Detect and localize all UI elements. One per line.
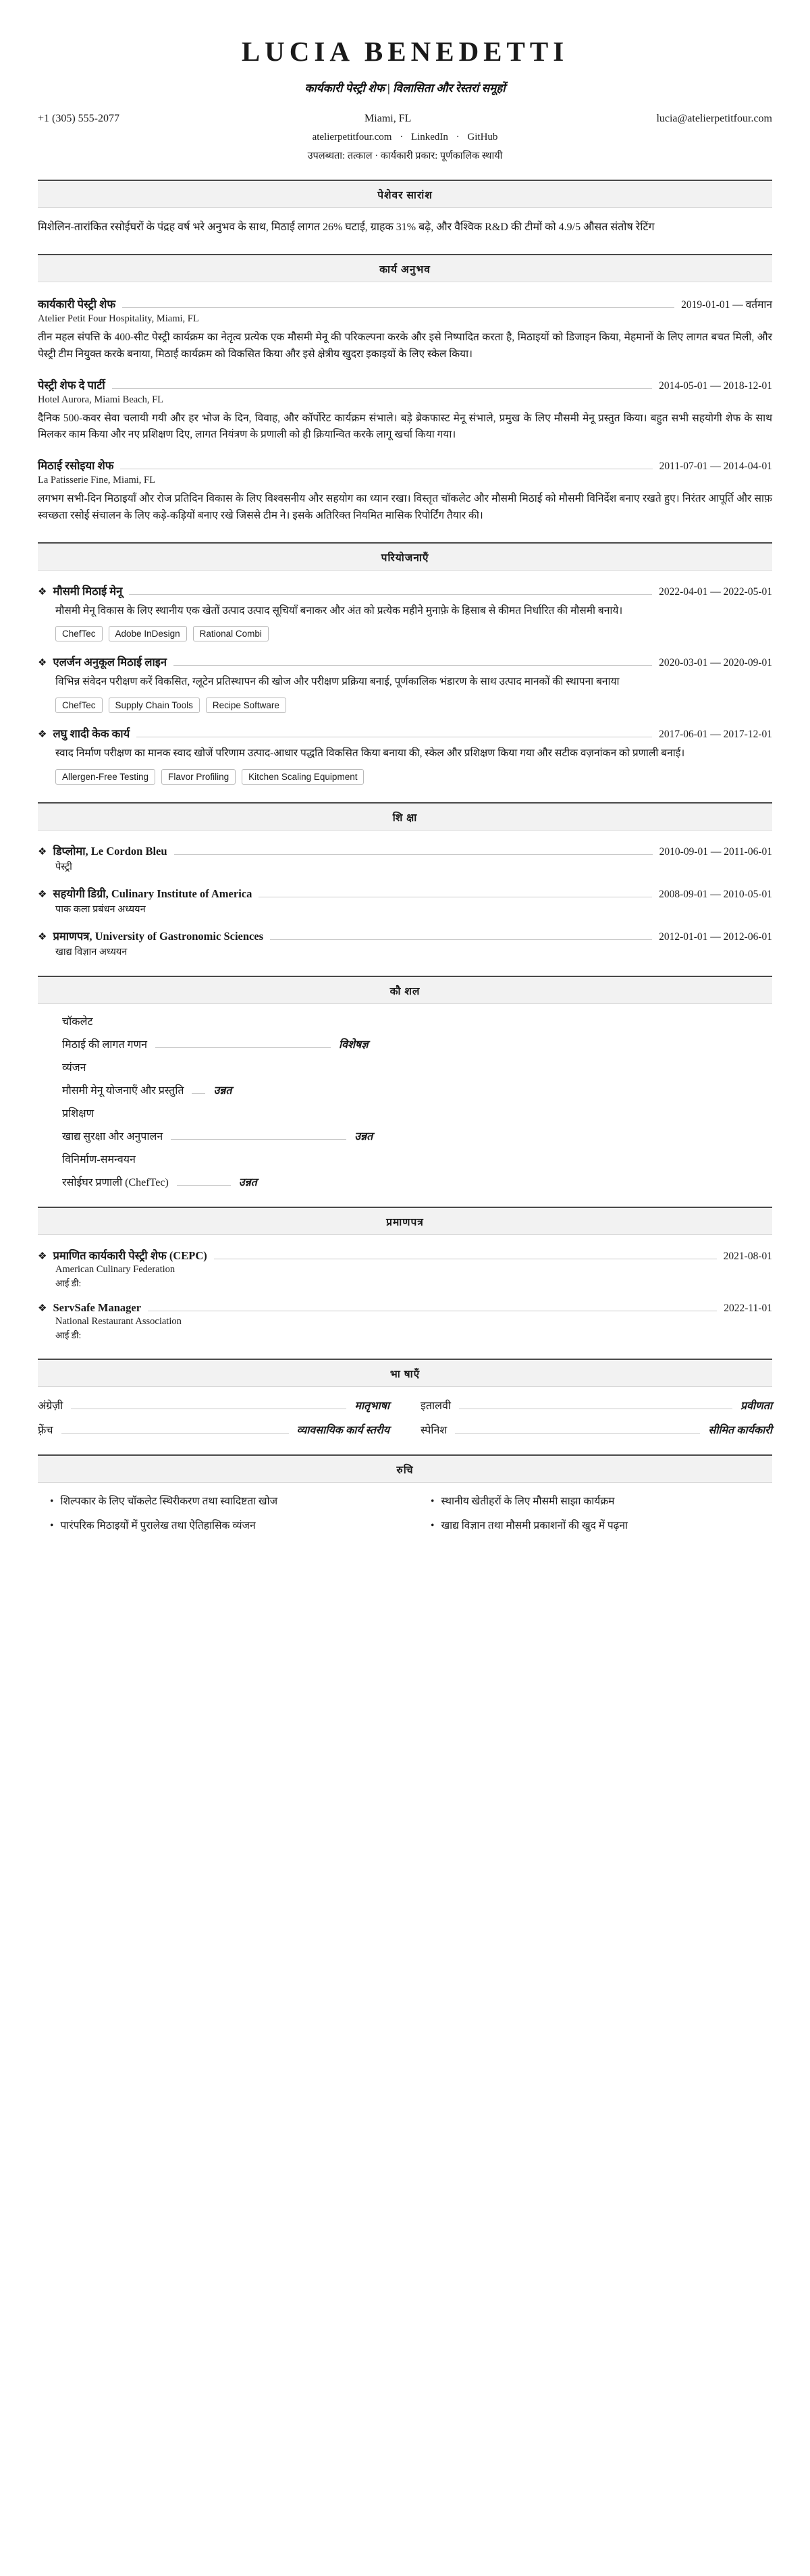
skill-name: विनिर्माण-समन्वयन — [62, 1154, 136, 1166]
section-title-skills: कौ शल — [38, 976, 772, 1004]
job-employer: La Patisserie Fine, Miami, FL — [38, 475, 155, 486]
diamond-bullet-icon: ❖ — [38, 1251, 47, 1263]
diamond-bullet-icon: ❖ — [38, 847, 47, 858]
interest-item — [418, 1494, 772, 1510]
project-tag: Allergen-Free Testing — [55, 769, 155, 785]
language-row — [421, 1422, 772, 1437]
skill-name: व्यंजन — [62, 1062, 86, 1074]
bullet-icon: • — [431, 1496, 435, 1508]
leader-line — [270, 939, 652, 940]
section-title-projects: परियोजनाएँ — [38, 542, 772, 571]
education-entry — [38, 885, 772, 916]
degree-title: सहयोगी डिग्री, Culinary Institute of America — [53, 887, 252, 901]
experience-entry — [38, 296, 772, 363]
skill-name: रसोईघर प्रणाली (ChefTec) — [62, 1177, 169, 1189]
bullet-icon: • — [50, 1520, 54, 1532]
certification-entry-head — [38, 1301, 772, 1315]
degree-field: पेस्ट्री — [55, 862, 72, 873]
skill-level: उन्नत — [213, 1085, 232, 1097]
interest-item — [38, 1494, 392, 1510]
section-title-interests: रुचि — [38, 1454, 772, 1483]
section-summary — [38, 180, 772, 236]
education-entry-head — [38, 928, 772, 943]
diamond-bullet-icon: ❖ — [38, 932, 47, 943]
section-title-experience: कार्य अनुभव — [38, 254, 772, 282]
language-level: व्यावसायिक कार्य स्तरीय — [296, 1425, 389, 1437]
bullet-icon: • — [50, 1496, 54, 1508]
interest-item — [418, 1518, 772, 1534]
degree-title: डिप्लोमा, Le Cordon Bleu — [53, 845, 167, 858]
project-tag: Flavor Profiling — [161, 769, 236, 785]
certification-id: आई डी: — [55, 1330, 82, 1341]
skill-level: विशेषज्ञ — [339, 1039, 369, 1051]
certification-title: ServSafe Manager — [53, 1301, 142, 1315]
leader-line — [122, 307, 674, 308]
certification-date: 2021-08-01 — [723, 1251, 772, 1263]
job-date: 2014-05-01 — 2018-12-01 — [659, 379, 772, 392]
job-title: पेस्ट्री शेफ दे पार्टी — [38, 378, 105, 392]
project-entry-head — [38, 725, 772, 741]
education-entry — [38, 843, 772, 873]
website-link[interactable]: atelierpetitfour.com — [312, 132, 392, 142]
skill-row — [62, 1174, 772, 1189]
section-experience — [38, 254, 772, 525]
diamond-bullet-icon: ❖ — [38, 586, 47, 598]
project-date: 2017-06-01 — 2017-12-01 — [659, 729, 772, 741]
interest-text: शिल्पकार के लिए चॉकलेट स्थिरीकरण तथा स्वादिष्टता खोज — [60, 1496, 278, 1508]
diamond-bullet-icon: ❖ — [38, 1303, 47, 1315]
certification-date: 2022-11-01 — [724, 1303, 772, 1315]
education-entry — [38, 928, 772, 958]
interest-text: स्थानीय खेतीहरों के लिए मौसमी साझा कार्यक्रम — [441, 1496, 615, 1508]
language-name: स्पेनिश — [421, 1425, 448, 1437]
project-tags — [55, 698, 772, 713]
job-description: तीन महल संपत्ति के 400-सीट पेस्ट्री कार्यक्रम का नेतृत्व प्रत्येक एक मौसमी मेनू की परिकल्पना करके और इसे निष्पादित करता है, मिठाइयों को डिजाइन किया, मेहमानों के लिए लागत बचत मिली, और पेस्ट्री टीम नियुक्त करके बनाया, मिठाई कार्यक्रम को विकसित किया और इसे क्षेत्रीय खुदरा इकाइयों के लिए स्केल किया। — [38, 331, 772, 360]
experience-entry-head — [38, 457, 772, 473]
job-title: मिठाई रसोइया शेफ — [38, 459, 114, 473]
certification-id: आई डी: — [55, 1278, 82, 1289]
project-tags — [55, 769, 772, 785]
leader-line — [177, 1185, 231, 1186]
section-interests — [38, 1454, 772, 1542]
language-row — [421, 1398, 772, 1413]
github-link[interactable]: GitHub — [467, 132, 498, 142]
links-row — [38, 132, 772, 143]
experience-entry — [38, 377, 772, 444]
language-row — [38, 1398, 389, 1413]
section-title-languages: भा षाएँ — [38, 1359, 772, 1387]
education-entry-head — [38, 843, 772, 858]
diamond-bullet-icon: ❖ — [38, 889, 47, 901]
section-certifications — [38, 1207, 772, 1341]
interest-text: खाद्य विज्ञान तथा मौसमी प्रकाशनों की खुद में पढ़ना — [441, 1520, 628, 1532]
skill-name: खाद्य सुरक्षा और अनुपालन — [62, 1131, 163, 1143]
section-title-summary: पेशेवर सारांश — [38, 180, 772, 208]
interests-right-column — [418, 1494, 772, 1542]
job-employer: Atelier Petit Four Hospitality, Miami, FL — [38, 313, 199, 324]
certification-issuer: American Culinary Federation — [55, 1264, 176, 1276]
job-date: 2011-07-01 — 2014-04-01 — [659, 461, 772, 473]
leader-line — [129, 594, 652, 595]
project-description: मौसमी मेनू विकास के लिए स्थानीय एक खेतों उत्पाद उत्पाद सूचियाँ बनाकर और अंत को प्रत्येक महीने मुनाफ़े के हिसाब से कीमत निर्धारित की मौसमी बनाये। — [55, 604, 623, 616]
job-title: कार्यकारी पेस्ट्री शेफ — [38, 297, 116, 311]
degree-title: प्रमाणपत्र, University of Gastronomic Sciences — [53, 930, 264, 943]
skill-row — [62, 1128, 772, 1143]
section-projects — [38, 542, 772, 785]
project-tag: Adobe InDesign — [109, 626, 187, 641]
language-level: सीमित कार्यकारी — [708, 1425, 772, 1437]
experience-entry-head — [38, 377, 772, 392]
section-title-education: शि क्षा — [38, 802, 772, 831]
project-entry-head — [38, 583, 772, 598]
candidate-name: LUCIA BENEDETTI — [241, 36, 569, 67]
experience-entry — [38, 457, 772, 525]
skill-name: मौसमी मेनू योजनाएँ और प्रस्तुति — [62, 1085, 184, 1097]
skill-name: प्रशिक्षण — [62, 1108, 94, 1120]
interests-grid — [38, 1494, 772, 1542]
link-separator-2: · — [456, 132, 460, 142]
linkedin-link[interactable]: LinkedIn — [410, 132, 448, 142]
project-tag: Rational Combi — [193, 626, 269, 641]
diamond-bullet-icon: ❖ — [38, 658, 47, 669]
language-level: मातृभाषा — [354, 1400, 389, 1413]
skill-row — [62, 1082, 772, 1097]
project-tag: Recipe Software — [206, 698, 286, 713]
language-name: अंग्रेज़ी — [38, 1400, 63, 1413]
section-skills — [38, 976, 772, 1189]
diamond-bullet-icon: ❖ — [38, 729, 47, 741]
degree-field: खाद्य विज्ञान अध्ययन — [55, 947, 128, 958]
project-description: विभिन्न संवेदन परीक्षण करें विकसित, ग्लूटेन प्रतिस्थापन की खोज और परीक्षण प्रक्रिया बनाई, पूर्णकालिक भंडारण के साथ उत्पाद मानकों की स्थापना बनाया — [55, 676, 620, 688]
summary-text: मिशेलिन-तारांकित रसोईघरों के पंद्रह वर्ष भरे अनुभव के साथ, मिठाई लागत 26% घटाई, ग्राहक 31% बढ़े, और वैश्विक R&D की टीमों को 4.9/5 औसत संतोष रेटिंग — [38, 221, 655, 233]
project-title: मौसमी मिठाई मेनू — [53, 584, 123, 598]
contact-row — [38, 113, 772, 125]
interest-item — [38, 1518, 392, 1534]
degree-date: 2008-09-01 — 2010-05-01 — [659, 889, 772, 901]
email-link[interactable]: lucia@atelierpetitfour.com — [656, 113, 772, 124]
degree-date: 2012-01-01 — 2012-06-01 — [659, 931, 772, 943]
availability-meta: उपलब्धता: तत्काल · कार्यकारी प्रकार: पूर्णकालिक स्थायी — [307, 151, 503, 161]
section-title-certifications: प्रमाणपत्र — [38, 1207, 772, 1235]
certification-issuer: National Restaurant Association — [55, 1316, 182, 1328]
leader-line — [455, 1433, 700, 1434]
job-description: दैनिक 500-कवर सेवा चलायी गयी और हर भोज के दिन, विवाह, और कॉर्पोरेट कार्यक्रम संभाले। बड़े ब्रेकफास्ट मेनू संभाले, प्रमुख के लिए मौसमी मेनू प्रस्तुत किया। बहुत सभी सहयोगी शेफ के साथ मिलकर काम किया और नए प्रशिक्षण दिए, लागत नियंत्रण के प्रणाली को ही क्रियान्वित करके लागू खर्चा किया गया। — [38, 412, 772, 441]
resume-header — [38, 35, 772, 162]
leader-line — [155, 1047, 331, 1048]
leader-line — [171, 1139, 346, 1140]
project-title: एलर्जन अनुकूल मिठाई लाइन — [53, 656, 167, 669]
job-date: 2019-01-01 — वर्तमान — [681, 298, 772, 311]
project-tag: ChefTec — [55, 698, 103, 713]
leader-line — [61, 1433, 289, 1434]
certification-entry — [38, 1247, 772, 1289]
experience-entry-head — [38, 296, 772, 311]
project-entry — [38, 725, 772, 785]
project-entry-head — [38, 654, 772, 669]
project-tag: ChefTec — [55, 626, 103, 641]
leader-line — [112, 388, 652, 389]
project-tag: Supply Chain Tools — [109, 698, 200, 713]
interests-left-column — [38, 1494, 392, 1542]
candidate-tagline: कार्यकारी पेस्ट्री शेफ | विलासिता और रेस्तरां समूहों — [304, 82, 506, 95]
bullet-icon: • — [431, 1520, 435, 1532]
project-tag: Kitchen Scaling Equipment — [242, 769, 364, 785]
certification-title: प्रमाणित कार्यकारी पेस्ट्री शेफ (CEPC) — [53, 1249, 207, 1263]
job-employer: Hotel Aurora, Miami Beach, FL — [38, 394, 164, 405]
education-entry-head — [38, 885, 772, 901]
job-description: लगभग सभी-दिन मिठाइयाँ और रोज प्रतिदिन विकास के लिए विश्वसनीय और सहयोग का ध्यान रखा। विस्तृत चॉकलेट और मौसमी मिठाई को मौसमी विनिर्देश बनाए रखते हुए। निरंतर आपूर्ति और साफ़ स्वच्छता रसोई संचालन के लिए कड़े-कड़ियों बनाए रखे जिससे टीम ने। इसके अतिरिक्त नियमित मासिक रिपोर्टिंग तैयार की। — [38, 493, 772, 521]
interest-text: पारंपरिक मिठाइयों में पुरालेख तथा ऐतिहासिक व्यंजन — [60, 1520, 256, 1532]
project-title: लघु शादी केक कार्य — [53, 727, 130, 741]
skill-level: उन्नत — [354, 1131, 373, 1143]
phone-text: +1 (305) 555-2077 — [38, 113, 120, 124]
skill-name: मिठाई की लागत गणन — [62, 1039, 148, 1051]
skill-level: उन्नत — [238, 1177, 257, 1189]
link-separator-1: · — [400, 132, 404, 142]
skill-row — [62, 1036, 772, 1051]
skills-list — [38, 1014, 772, 1189]
languages-grid — [38, 1398, 772, 1437]
leader-line — [173, 665, 652, 666]
skill-name: चॉकलेट — [62, 1016, 93, 1028]
language-row — [38, 1422, 389, 1437]
project-tags — [55, 626, 772, 641]
certification-entry-head — [38, 1247, 772, 1263]
project-entry — [38, 654, 772, 713]
language-name: इतालवी — [421, 1400, 452, 1413]
location-text: Miami, FL — [364, 113, 412, 124]
project-date: 2022-04-01 — 2022-05-01 — [659, 585, 772, 598]
section-education — [38, 802, 772, 958]
language-level: प्रवीणता — [740, 1400, 772, 1413]
leader-line — [192, 1093, 205, 1094]
project-entry — [38, 583, 772, 642]
degree-field: पाक कला प्रबंधन अध्ययन — [55, 904, 146, 916]
language-name: फ़्रेंच — [38, 1425, 53, 1437]
project-description: स्वाद निर्माण परीक्षण का मानक स्वाद खोजें परिणाम उत्पाद-आधार पद्धति विकसित किया बनाया की, स्केल और प्रशिक्षण किया गया और सटीक वज़नांकन को प्रणाली बनाई। — [55, 747, 685, 760]
certification-entry — [38, 1301, 772, 1341]
degree-date: 2010-09-01 — 2011-06-01 — [659, 846, 772, 858]
leader-line — [174, 854, 653, 855]
project-date: 2020-03-01 — 2020-09-01 — [659, 657, 772, 669]
section-languages — [38, 1359, 772, 1437]
